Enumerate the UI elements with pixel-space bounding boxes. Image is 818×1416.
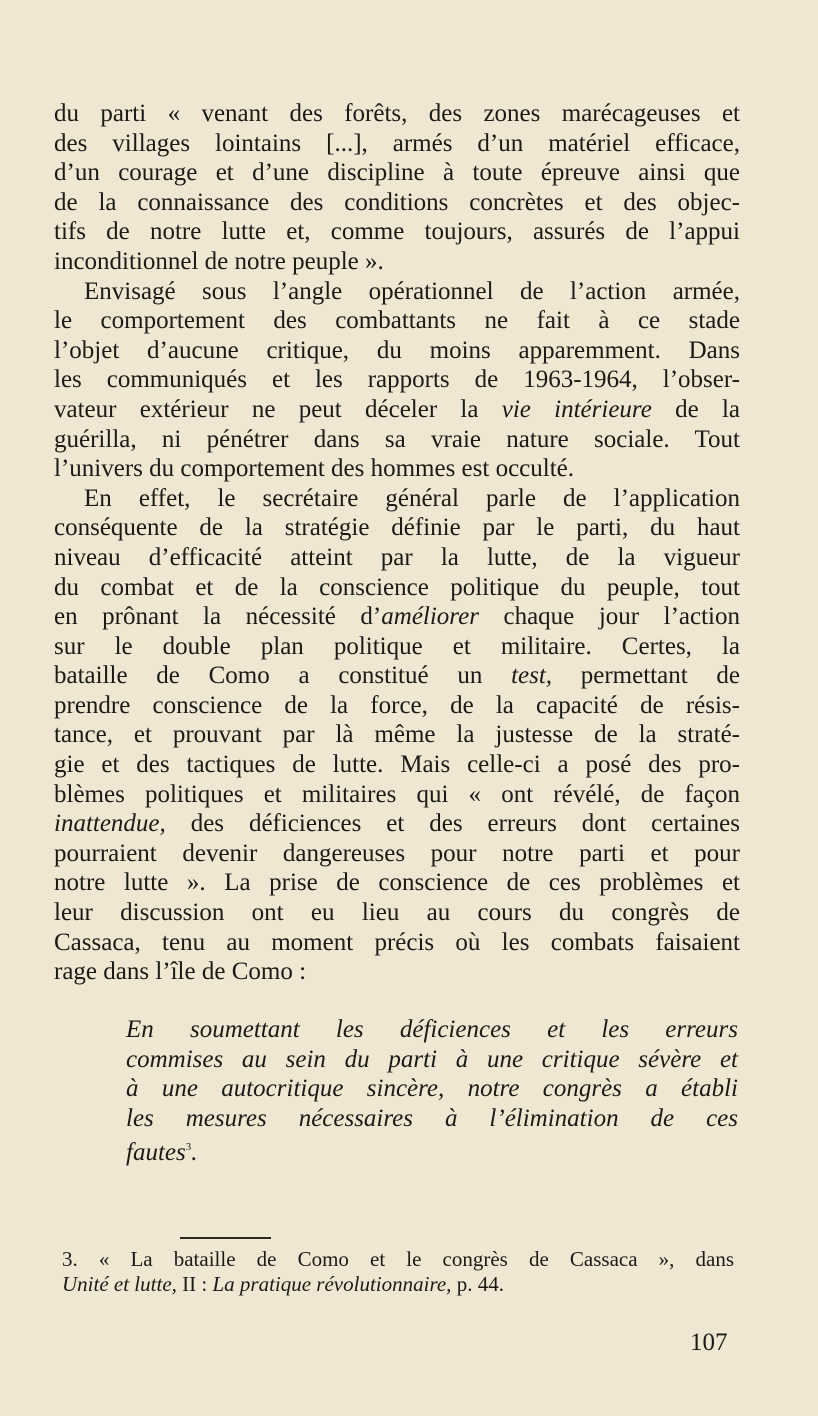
body-text (54, 99, 740, 987)
quote-end-punct: . (191, 1139, 198, 1167)
text-line (54, 602, 740, 632)
text-line: l’objet d’aucune critique, du moins apparemment. Dans (54, 336, 740, 364)
text-line: l’univers du comportement des hommes est occulté. (54, 455, 575, 483)
text-line: pourraient devenir dangereuses pour notre parti et pour (54, 839, 740, 867)
quote-line: En soumettant les déficiences et les erreurs (126, 1016, 738, 1043)
text-segment: vateur extérieur ne peut déceler la (54, 395, 502, 423)
text-line: En effet, le secrétaire général parle de l’application (84, 484, 740, 512)
text-line: conséquente de la stratégie définie par le parti, du haut (54, 514, 740, 542)
footnote-line (62, 1272, 734, 1297)
text-line: des villages lointains [...], armés d’un matériel efficace, (54, 129, 740, 157)
text-segment: en prônant la nécessité d’ (54, 603, 382, 631)
page-number: 107 (690, 1329, 728, 1356)
emphasis-text: test, (511, 662, 553, 690)
emphasis-text: inattendue, (54, 810, 166, 838)
block-quote (126, 1015, 738, 1167)
text-line: sur le double plan politique et militaire. Certes, la (54, 632, 740, 660)
text-line: niveau d’efficacité atteint par la lutte, de la vigueur (54, 543, 740, 571)
text-line: rage dans l’île de Como : (54, 958, 307, 986)
text-segment: des déficiences et des erreurs dont certaines (165, 810, 740, 838)
text-line: tance, et prouvant par là même la justesse de la straté- (54, 721, 740, 749)
quote-lines (126, 1015, 738, 1133)
text-line: leur discussion ont eu lieu au cours du congrès de (54, 899, 740, 927)
footnote-ref: 3 (185, 1141, 192, 1154)
text-segment: permettant de (552, 662, 740, 690)
text-segment: bataille de Como a constitué un (54, 662, 512, 690)
quote-line: à une autocritique sincère, notre congrès a établi (126, 1075, 738, 1103)
text-line: le comportement des combattants ne fait à ce stade (54, 307, 740, 335)
text-segment: chaque jour l’action (478, 603, 740, 631)
footnote-line: 3. « La bataille de Como et le congrès de Cassaca », dans (62, 1247, 734, 1271)
footnote-volume: II : (176, 1272, 213, 1296)
text-line: prendre conscience de la force, de la capacité de résis- (54, 691, 740, 719)
text-line: d’un courage et d’une discipline à toute épreuve ainsi que (54, 159, 740, 187)
text-line: guérilla, ni pénétrer dans sa vraie nature sociale. Tout (54, 425, 740, 453)
text-segment: de la (651, 395, 741, 423)
quote-last-word: fautes (126, 1139, 186, 1167)
quote-line (126, 1133, 738, 1167)
text-line: Cassaca, tenu au moment précis où les combats faisaient (54, 928, 740, 956)
footnote-title: La pratique révolutionnaire, (212, 1272, 452, 1296)
text-line: gie et des tactiques de lutte. Mais celle-ci a posé des pro- (54, 751, 740, 779)
text-line: de la connaissance des conditions concrètes et des objec- (54, 188, 740, 216)
emphasis-text: vie intérieure (501, 395, 652, 423)
text-line: tifs de notre lutte et, comme toujours, assurés de l’appui (54, 218, 740, 246)
text-line: Envisagé sous l’angle opérationnel de l’action armée, (84, 277, 740, 305)
footnote-page: p. 44. (451, 1272, 504, 1296)
text-line: les communiqués et les rapports de 1963-1964, l’obser- (54, 366, 740, 394)
text-line (54, 661, 740, 691)
text-line: notre lutte ». La prise de conscience de ces problèmes et (54, 869, 740, 897)
text-line: inconditionnel de notre peuple ». (54, 247, 384, 275)
footnote-divider (180, 1237, 271, 1239)
text-line (54, 809, 740, 839)
footnote (62, 1247, 734, 1297)
text-line (54, 395, 740, 425)
text-line: du combat et de la conscience politique du peuple, tout (54, 573, 740, 601)
quote-line: les mesures nécessaires à l’élimination de ces (126, 1104, 738, 1132)
text-line: du parti « venant des forêts, des zones marécageuses et (54, 100, 740, 127)
quote-line: commises au sein du parti à une critique sévère et (126, 1045, 738, 1073)
emphasis-text: améliorer (381, 603, 479, 631)
text-line: blèmes politiques et militaires qui « ont révélé, de façon (54, 780, 740, 808)
footnote-source: Unité et lutte, (62, 1272, 177, 1296)
